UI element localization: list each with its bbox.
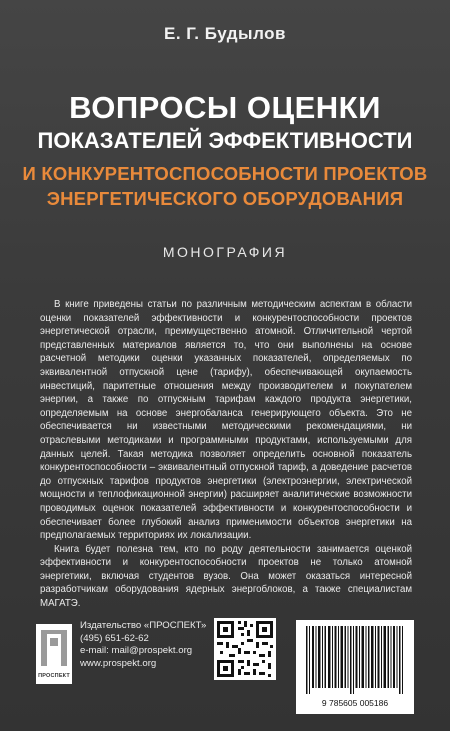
logo-text: ПРОСПЕКТ	[38, 673, 70, 679]
title-line-1: ВОПРОСЫ ОЦЕНКИ	[69, 90, 381, 125]
publisher-email: e-mail: mail@prospekt.org	[80, 645, 193, 657]
abstract-paragraph-2: Книга будет полезна тем, кто по роду деятельности занимается оценкой эффективности и конкурентоспособности проектов не только атомной энергетики, включая студентов вузов. Она может оказаться интересной разработчикам оборудования ядерных энергоблоков, а также специалистам МАГАТЭ.	[40, 543, 412, 610]
publisher-logo	[36, 624, 72, 684]
publisher-contacts	[80, 620, 206, 670]
title-line-2: ПОКАЗАТЕЛЕЙ ЭФФЕКТИВНОСТИ	[37, 128, 413, 153]
qr-code-icon	[214, 618, 276, 680]
publisher-phone: (495) 651-62-62	[80, 632, 149, 644]
barcode-graphic	[296, 620, 414, 700]
isbn-number: 9 785605 005186	[321, 698, 389, 708]
publisher-website: www.prospekt.org	[80, 657, 157, 669]
prospekt-logo-icon	[41, 630, 67, 666]
abstract-paragraph-1: В книге приведены статьи по различным методическим аспектам в области оценки показателей эффективности и конкурентоспособности проектов энергетической отрасли, преимущественно атомной. Отличительной чертой представленных материалов является то, что они выполнены на основе расчетной методики оценки указанных показателей, определяемых по эквивалентной отпускной цене (тарифу), обеспечивающей окупаемость инвестиций, паритетные отношения между производителем и покупателем энергии, а также по отпускным тарифам каждого продукта энергетики, определяемым на основе энергобаланса генерирующего объекта. Это не обеспечивается ни известными методическими рекомендациями, ни отраслевыми методиками и программными продуктами, используемыми для данных целей. Такая методика позволяет определить основной показатель конкурентоспособности – эквивалентный отпускной тариф, а доведение расчетов до отпускных тарифов продуктов энергетики (электроэнергии, электрической мощности и теплофикационной энергии) расширяет аналитические возможности проводимых оценок показателей эффективности и конкурентоспособности и обеспечивает более глубокий анализ применимости объектов энергетики на предполагаемых территориях их локализации.	[40, 299, 412, 542]
qr-code-graphic	[214, 618, 276, 680]
title-line-3: И КОНКУРЕНТОСПОСОБНОСТИ ПРОЕКТОВ	[22, 163, 428, 184]
title-line-4: ЭНЕРГЕТИЧЕСКОГО ОБОРУДОВАНИЯ	[46, 188, 404, 209]
genre-label: МОНОГРАФИЯ	[162, 244, 288, 260]
isbn-barcode	[296, 620, 414, 714]
abstract-text	[40, 298, 412, 611]
author-name: Е. Г. Будылов	[164, 24, 286, 43]
publisher-name: Издательство «ПРОСПЕКТ»	[80, 620, 207, 631]
